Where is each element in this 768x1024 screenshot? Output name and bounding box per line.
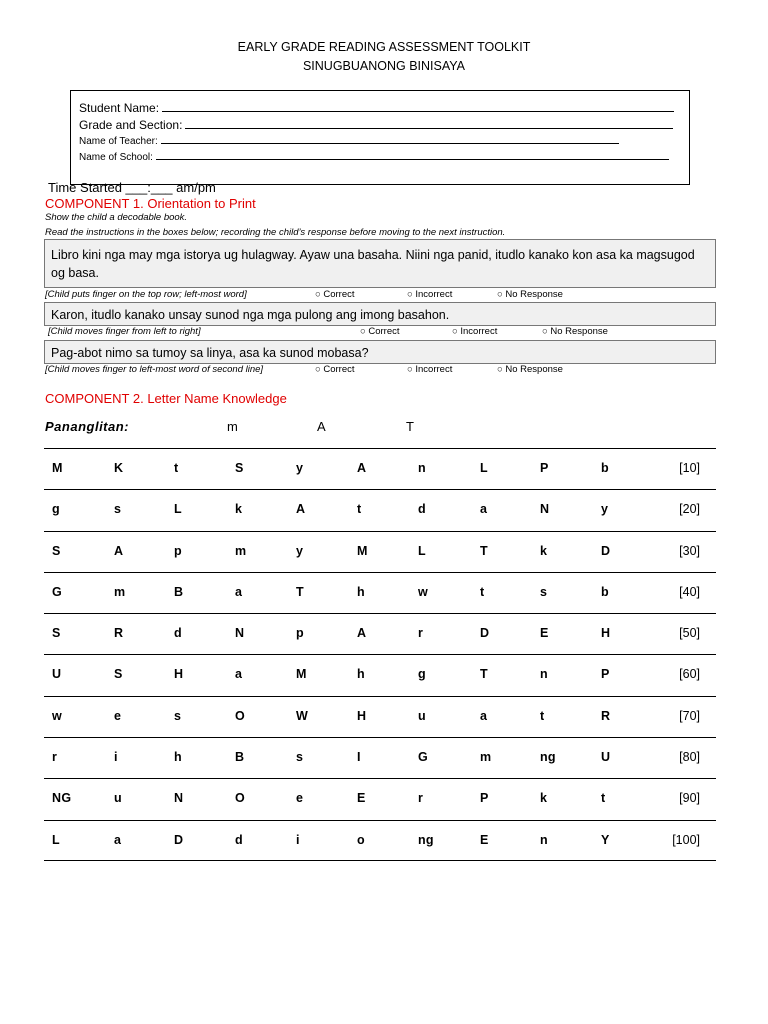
letter-cell[interactable]: I — [357, 750, 361, 765]
letter-cell[interactable]: G — [52, 584, 63, 599]
letter-cell[interactable]: N — [235, 626, 245, 641]
school-name-line[interactable] — [156, 159, 669, 160]
letter-cell[interactable]: r — [418, 791, 424, 806]
letter-cell[interactable]: A — [357, 626, 367, 641]
letter-cell[interactable]: t — [357, 502, 362, 517]
letter-cell[interactable]: a — [235, 584, 243, 599]
letter-cell[interactable]: b — [601, 461, 609, 475]
student-info-box — [70, 90, 690, 185]
letter-grid-row — [44, 448, 716, 489]
letter-cell[interactable]: L — [418, 543, 426, 558]
letter-cell[interactable]: U — [52, 667, 62, 682]
letter-grid-row — [44, 531, 716, 572]
row-count: [90] — [679, 791, 700, 806]
letter-cell[interactable]: g — [418, 667, 426, 682]
letter-cell[interactable]: a — [235, 667, 243, 682]
teacher-name-field[interactable] — [79, 136, 619, 147]
letter-cell[interactable]: B — [235, 750, 245, 765]
prompt-box-2: Karon, itudlo kanako unsay sunod nga mga pulong ang imong basahon. — [44, 302, 716, 326]
option-no-response-1[interactable]: ○ No Response — [497, 289, 563, 300]
option-incorrect-3[interactable]: ○ Incorrect — [407, 364, 453, 375]
letter-cell[interactable]: Y — [601, 832, 610, 847]
response-row-3 — [45, 364, 563, 375]
letter-cell[interactable]: k — [540, 543, 548, 558]
prompt-box-3: Pag-abot nimo sa tumoy sa linya, asa ka sunod mobasa? — [44, 340, 716, 364]
letter-cell[interactable]: k — [235, 502, 243, 517]
letter-cell[interactable]: s — [174, 708, 182, 723]
row-count: [50] — [679, 626, 700, 641]
student-name-label: Student Name: — [79, 101, 160, 115]
option-incorrect-1[interactable]: ○ Incorrect — [407, 289, 453, 300]
response-note-1: [Child puts finger on the top row; left-most word] — [45, 289, 247, 300]
time-started: Time Started ___:___ am/pm — [48, 180, 216, 195]
letter-cell[interactable]: y — [296, 461, 304, 475]
letter-cell[interactable]: p — [296, 626, 304, 641]
letter-cell[interactable]: L — [174, 502, 182, 517]
letter-cell[interactable]: s — [296, 750, 304, 765]
letter-cell[interactable]: p — [174, 543, 182, 558]
letter-cell[interactable]: y — [296, 543, 304, 558]
letter-cell[interactable]: M — [52, 461, 63, 475]
letter-grid-row — [44, 737, 716, 778]
row-count: [100] — [672, 832, 700, 847]
letter-cell[interactable]: S — [52, 626, 61, 641]
letter-cell[interactable]: B — [174, 584, 184, 599]
letter-cell[interactable]: D — [480, 626, 490, 641]
letter-cell[interactable]: O — [235, 791, 246, 806]
letter-cell[interactable]: w — [418, 584, 429, 599]
letter-cell[interactable]: e — [296, 791, 304, 806]
school-name-label: Name of School: — [79, 152, 153, 163]
response-row-2 — [48, 326, 608, 337]
letter-cell[interactable]: t — [480, 584, 485, 599]
letter-cell[interactable]: M — [296, 667, 307, 682]
letter-cell[interactable]: U — [601, 750, 611, 765]
letter-cell[interactable]: E — [357, 791, 366, 806]
teacher-name-label: Name of Teacher: — [79, 136, 158, 147]
letter-cell[interactable]: n — [540, 832, 548, 847]
letter-cell[interactable]: O — [235, 708, 246, 723]
letter-cell[interactable]: m — [114, 584, 126, 599]
letter-cell[interactable]: i — [296, 832, 300, 847]
letter-grid-row — [44, 489, 716, 530]
letter-cell[interactable]: S — [235, 461, 244, 475]
letter-grid-row — [44, 572, 716, 613]
letter-cell[interactable]: H — [174, 667, 184, 682]
teacher-name-line[interactable] — [161, 143, 619, 144]
letter-cell[interactable]: T — [480, 667, 488, 682]
letter-cell[interactable]: h — [357, 667, 365, 682]
document-title: EARLY GRADE READING ASSESSMENT TOOLKIT — [237, 40, 531, 54]
letter-cell[interactable]: y — [601, 502, 609, 517]
school-name-field[interactable] — [79, 152, 669, 163]
row-count: [30] — [679, 543, 700, 558]
letter-cell[interactable]: M — [357, 543, 368, 558]
letter-cell[interactable]: a — [480, 502, 488, 517]
document-subtitle: SINUGBUANONG BINISAYA — [302, 59, 466, 73]
letter-cell[interactable]: S — [114, 667, 123, 682]
letter-cell[interactable]: a — [114, 832, 122, 847]
letter-cell[interactable]: ng — [418, 832, 434, 847]
option-correct-2[interactable]: ○ Correct — [360, 326, 400, 337]
letter-cell[interactable]: T — [480, 543, 488, 558]
letter-cell[interactable]: d — [418, 502, 426, 517]
letter-cell[interactable]: o — [357, 832, 365, 847]
component1-instruction-2: Read the instructions in the boxes below; recording the child’s response before moving to the next instruction. — [45, 227, 506, 238]
letter-grid-row — [44, 654, 716, 695]
component1-instruction-1: Show the child a decodable book. — [45, 212, 188, 223]
letter-cell[interactable]: D — [601, 543, 611, 558]
letter-cell[interactable]: NG — [52, 791, 72, 806]
row-count: [40] — [679, 584, 700, 599]
option-no-response-2[interactable]: ○ No Response — [542, 326, 608, 337]
letter-cell[interactable]: n — [418, 461, 426, 475]
letter-cell[interactable]: a — [480, 708, 488, 723]
letter-cell[interactable]: L — [480, 461, 488, 475]
grade-section-label: Grade and Section: — [79, 118, 183, 132]
student-name-line[interactable] — [162, 111, 674, 112]
letter-cell[interactable]: H — [601, 626, 611, 641]
row-count: [60] — [679, 667, 700, 682]
letter-cell[interactable]: s — [540, 584, 548, 599]
student-name-field[interactable] — [79, 101, 674, 115]
letter-cell[interactable]: K — [114, 461, 124, 475]
grade-section-field[interactable] — [79, 118, 673, 132]
letter-cell[interactable]: D — [174, 832, 184, 847]
letter-cell[interactable]: E — [540, 626, 549, 641]
letter-cell[interactable]: h — [357, 584, 365, 599]
letter-cell[interactable]: A — [296, 502, 306, 517]
letter-cell[interactable]: N — [174, 791, 184, 806]
option-incorrect-2[interactable]: ○ Incorrect — [452, 326, 498, 337]
letter-cell[interactable]: ng — [540, 750, 556, 765]
letter-cell[interactable]: k — [540, 791, 548, 806]
example-letter-2: A — [317, 419, 326, 434]
letter-cell[interactable]: R — [114, 626, 124, 641]
option-correct-3[interactable]: ○ Correct — [315, 364, 355, 375]
example-letter-1: m — [227, 419, 238, 434]
grade-section-line[interactable] — [185, 128, 673, 129]
letter-cell[interactable]: e — [114, 708, 122, 723]
letter-cell[interactable]: G — [418, 750, 429, 765]
response-note-2: [Child moves finger from left to right] — [48, 326, 201, 337]
letter-cell[interactable]: r — [418, 626, 424, 641]
letter-cell[interactable]: W — [296, 708, 309, 723]
letter-cell[interactable]: b — [601, 584, 609, 599]
letter-cell[interactable]: T — [296, 584, 304, 599]
letter-cell[interactable]: t — [174, 461, 179, 475]
letter-cell[interactable]: P — [601, 667, 610, 682]
letter-cell[interactable]: u — [114, 791, 122, 806]
letter-cell[interactable]: m — [235, 543, 247, 558]
letter-cell[interactable]: L — [52, 832, 60, 847]
letter-grid-row — [44, 696, 716, 737]
letter-cell[interactable]: P — [480, 791, 489, 806]
letter-cell[interactable]: H — [357, 708, 367, 723]
letter-cell[interactable]: u — [418, 708, 426, 723]
row-count: [20] — [679, 502, 700, 517]
letter-cell[interactable]: s — [114, 502, 122, 517]
letter-cell[interactable]: h — [174, 750, 182, 765]
letter-cell[interactable]: N — [540, 502, 550, 517]
letter-cell[interactable]: g — [52, 502, 60, 517]
letter-cell[interactable]: R — [601, 708, 611, 723]
letter-cell[interactable]: P — [540, 461, 549, 475]
letter-grid-row — [44, 613, 716, 654]
response-note-3: [Child moves finger to left-most word of second line] — [45, 364, 264, 375]
option-correct-1[interactable]: ○ Correct — [315, 289, 355, 300]
letter-cell[interactable]: m — [480, 750, 492, 765]
example-label: Pananglitan: — [45, 419, 130, 434]
option-no-response-3[interactable]: ○ No Response — [497, 364, 563, 375]
letter-cell[interactable]: A — [114, 543, 124, 558]
component2-title: COMPONENT 2. Letter Name Knowledge — [45, 391, 287, 406]
letter-cell[interactable]: A — [357, 461, 367, 475]
letter-cell[interactable]: S — [52, 543, 61, 558]
letter-cell[interactable]: i — [114, 750, 118, 765]
row-count: [10] — [679, 461, 700, 475]
letter-grid — [44, 448, 716, 861]
letter-grid-row — [44, 778, 716, 819]
letter-grid-row — [44, 820, 716, 861]
letter-cell[interactable]: r — [52, 750, 58, 765]
letter-cell[interactable]: d — [235, 832, 243, 847]
letter-cell[interactable]: t — [601, 791, 606, 806]
letter-cell[interactable]: n — [540, 667, 548, 682]
example-letter-3: T — [406, 419, 414, 434]
letter-cell[interactable]: E — [480, 832, 489, 847]
row-count: [70] — [679, 708, 700, 723]
response-row-1 — [45, 289, 563, 300]
letter-cell[interactable]: t — [540, 708, 545, 723]
prompt-box-1: Libro kini nga may mga istorya ug hulagway. Ayaw una basaha. Niini nga panid, itudlo kanako kon asa ka magsugod og basa. — [44, 239, 716, 288]
letter-cell[interactable]: w — [52, 708, 63, 723]
letter-cell[interactable]: d — [174, 626, 182, 641]
component1-title: COMPONENT 1. Orientation to Print — [45, 196, 256, 211]
row-count: [80] — [679, 750, 700, 765]
